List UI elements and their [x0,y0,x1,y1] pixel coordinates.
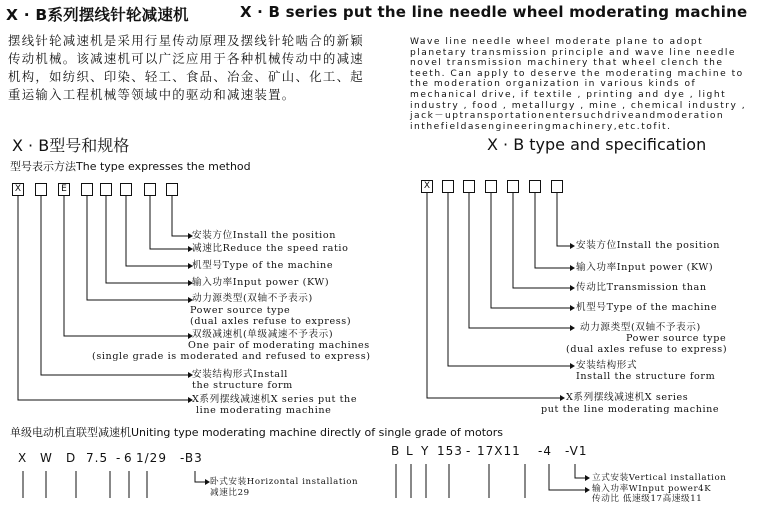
left-label-double-cn: 双级减速机(单级减速不予表示) [192,329,334,340]
right-code-label-power: 输入功率WInput power4K [592,484,712,494]
left-label-series-en: line moderating machine [196,405,332,416]
left-code-6: 6 [124,451,133,465]
left-label-ratio: 减速比Reduce the speed ratio [192,243,349,254]
title-en: X · B series put the line needle wheel moderating machine [240,3,748,21]
left-code-label-ratio: 减速比29 [210,488,250,498]
right-label-trans: 传动比Transmission than [576,282,707,293]
right-code-2: L [406,444,414,458]
bottom-heading: 单级电动机直联型减速机Uniting type moderating machine directly of single grade of motors [10,426,504,439]
left-label-position: 安装方位Install the position [192,230,336,241]
left-label-source-cn: 动力源类型(双轴不予表示) [192,293,313,304]
right-code-5: - [466,444,472,458]
left-label-series: X系列摆线减速机X series put the [192,394,358,405]
left-box-3: E [58,183,70,196]
right-code-4: 153 [437,444,463,458]
right-label-source-note: (dual axles refuse to express) [566,344,728,355]
right-label-series-en: put the line moderating machine [541,404,720,415]
left-code-2: W [40,451,53,465]
section-title-cn: X · B型号和规格 [12,136,130,155]
right-code-6: 17X11 [477,444,521,458]
left-label-source-note: (dual axles refuse to express) [190,316,352,327]
left-code-5: - [116,451,122,465]
left-label-struct: 安装结构形式Install [192,369,288,380]
intro-cn: 摆线针轮减速机是采用行星传动原理及摆线针轮啮合的新颖传动机械。该减速机可以广泛应用于各种机械传动中的减速机构，如纺织、印染、轻工、食品、冶金、矿山、化工、起重运输入工程机械等领域中的驱动和减速装置。 [8,33,364,102]
left-box-1: X [12,183,24,196]
section-title-en: X · B type and specification [487,135,707,154]
right-label-struct-en: Install the structure form [576,371,716,382]
right-label-type: 机型号Type of the machine [576,302,718,313]
intro-en: Wave line needle wheel moderate plane to adopt planetary transmission principle and wave line needle novel transmission machinery that wheel clench the teeth. Can apply to deserve the moderating machine to the moderation organization in various kinds of mechanical drive, if textile , printing and dye , light industry , food , metallurgy , mine , chemical industry , jack－uptransportationentersuchdriveandmoderation inthefieldasengineeringmachinery,etc.tofit. [410,37,747,132]
method-label: 型号表示方法The type expresses the method [10,160,251,173]
right-code-label-trans: 传动比 低速级17高速级11 [592,494,703,504]
right-code-8: -V1 [565,444,588,458]
right-label-power: 输入功率Input power (KW) [576,262,714,273]
left-code-1: X [18,451,28,465]
left-label-source-en: Power source type [190,305,291,316]
left-code-3: D [66,451,77,465]
left-label-type: 机型号Type of the machine [192,260,334,271]
right-label-struct: 安装结构形式 [576,360,638,371]
right-label-source-en: Power source type [626,333,727,344]
left-label-double-en: One pair of moderating machines [188,340,370,351]
left-code-7: 1/29 [136,451,167,465]
right-code-3: Y [421,444,430,458]
left-label-double-note: (single grade is moderated and refused to express) [92,351,371,362]
right-label-position: 安装方位Install the position [576,240,720,251]
left-code-8: -B3 [180,451,203,465]
left-code-4: 7.5 [86,451,109,465]
right-code-label-install: 立式安装Vertical installation [592,473,727,483]
right-code-7: -4 [538,444,552,458]
right-label-source-cn: 动力源类型(双轴不予表示) [580,322,701,333]
right-box-1: X [421,180,433,193]
right-code-1: B [391,444,401,458]
title-cn: X · B系列摆线针轮减速机 [6,6,189,24]
right-label-series: X系列摆线减速机X series [566,392,689,403]
left-label-power: 输入功率Input power (KW) [192,277,330,288]
left-label-struct-en: the structure form [192,380,293,391]
left-code-label-install: 卧式安装Horizontal installation [210,477,359,487]
